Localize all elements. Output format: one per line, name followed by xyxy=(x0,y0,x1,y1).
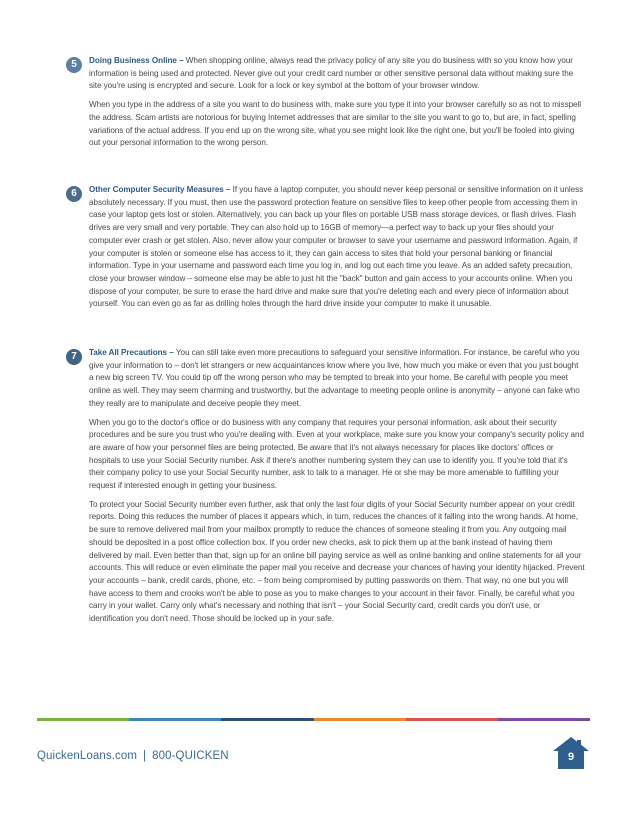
step-number-badge: 6 xyxy=(66,186,82,202)
section-paragraph: When you type in the address of a site you want to do business with, make sure you type it into your browser carefully so as not to misspell the address. Scam artists are notorious for buying Internet addresses that are similar to the site you want to go to, but are, in fact, spelling variations of the actual address. If you end up on the wrong site, what you see might look like the right one, but you'll be fooled into giving out your personal information to the wrong person. xyxy=(89,100,582,148)
step-number-badge: 5 xyxy=(66,57,82,73)
section-other-computer-security xyxy=(89,184,585,317)
footer-bar-segment xyxy=(498,718,590,721)
page-number: 9 xyxy=(567,751,575,763)
step-number-badge: 7 xyxy=(66,349,82,365)
footer-bar-segment xyxy=(37,718,129,721)
section-body: If you have a laptop computer, you should never keep personal or sensitive information on it unless absolutely necessary. If you must, then use the password protection feature on sensitive files to keep other people from accessing them in case your laptop gets lost or stolen. Alternatively, you can back up your files on portable USB mass storage devices, or flash drives. Flash drives are very small and very portable. They can also hold up to 16GB of memory—a perfect way to back up your files should your computer ever crash or get stolen. Also, never allow your computer or browser to save your username and password information. Again, if your computer is stolen or someone else has access to it, they can gain access to sites that hold your personal banking or financial information. Type in your username and password each time you log in, and log out each time you leave. As an added safety precaution, close your browser window – someone else may be able to just hit the "back" button and gain access to your accounts online. When you dispose of your computer, be sure to erase the hard drive and make sure that you're deleting each and every piece of information about yourself. You can even go as far as drilling holes through the hard drive inside your computer to make it unusable. xyxy=(89,185,584,309)
footer-color-bar xyxy=(37,718,590,721)
footer-phone: 800-QUICKEN xyxy=(152,750,229,762)
section-heading: Other Computer Security Measures – xyxy=(89,185,233,194)
section-heading: Take All Precautions – xyxy=(89,348,176,357)
footer-bar-segment xyxy=(406,718,498,721)
section-body: You can still take even more precautions to safeguard your sensitive information. For instance, be careful who you give your information to – don't let strangers or new acquaintances know where you live, how much you make or even that you just bought a new big screen TV. You could tip off the wrong person who may be tempted to break into your home. Be careful with people you meet online as well. They may seem charming and trustworthy, but the advantage to meeting people online is anonymity – anyone can fake who they really are to manipulate and deceive people they meet. xyxy=(89,348,580,408)
footer-separator: | xyxy=(143,750,147,762)
section-doing-business-online xyxy=(89,55,585,156)
section-body: When shopping online, always read the privacy policy of any site you do business with so you know how your information is being used and protected. Never give out your credit card number or other sensitive personal data without making sure the site you're using is encrypted and secure. Look for a lock or key symbol at the bottom of your browser window. xyxy=(89,56,574,91)
section-paragraph xyxy=(89,347,585,411)
section-paragraph: When you go to the doctor's office or do business with any company that requires your personal information, ask about their security procedures and be sure you trust who you're dealing with. Even at your workplace, make sure you know your company's security policy and are aware of how your personnel files are being protected. Be aware that it's not always necessary for places like doctors' offices or hospitals to use your Social Security number. Ask if there's another numbering system they can use to identify you. If you're told that it's their company policy to use your Social Security number, ask to talk to a manager. He or she may be more amenable to fulfilling your request if interested enough in getting your business. xyxy=(89,417,584,491)
footer-bar-segment xyxy=(129,718,221,721)
section-take-all-precautions xyxy=(89,347,585,632)
footer-bar-segment xyxy=(314,718,406,721)
section-paragraph: To protect your Social Security number even further, ask that only the last four digits of your Social Security number appear on your credit reports. Doing this reduces the number of places it appears which, in turn, reduces the chances of it falling into the wrong hands. At home, be sure to remove delivered mail from your mailbox promptly to reduce the chances of someone stealing it from you. Any outgoing mail should be deposited in a post office collection box. If you order new checks, ask to pick them up at the bank instead of having them delivered by mail. Even better than that, sign up for an online bill paying service as well as online banking and online statements for all your accounts. This will reduce or even eliminate the paper mail you receive and decrease your chances of having your identity hijacked. Prevent your accounts – bank, credit cards, phone, etc. – from being compromised by putting passwords on them. That way, no one but you will have access to them and crooks won't be able to pose as you to make changes to your account in their favor. Finally, be careful what you carry in your wallet. Carry only what's necessary and nothing that isn't – your Social Security card, credit cards you don't use, or identification you don't need. Those should be locked up in your safe. xyxy=(89,499,585,624)
section-heading: Doing Business Online – xyxy=(89,56,186,65)
section-paragraph xyxy=(89,184,585,311)
footer-site-link[interactable]: QuickenLoans.com xyxy=(37,750,138,762)
footer-bar-segment xyxy=(221,718,313,721)
footer-contact xyxy=(37,750,229,762)
section-paragraph xyxy=(89,55,585,93)
